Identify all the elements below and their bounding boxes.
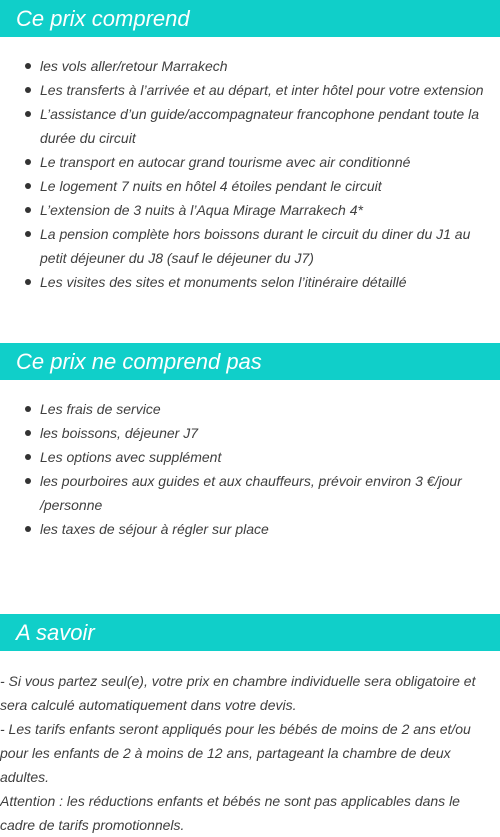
excluded-list <box>0 397 500 541</box>
bullet-icon <box>25 63 31 69</box>
bullet-icon <box>25 478 31 484</box>
info-section <box>0 614 500 837</box>
bullet-icon <box>25 111 31 117</box>
info-title: A savoir <box>0 614 500 651</box>
list-item <box>0 102 500 150</box>
bullet-icon <box>25 231 31 237</box>
bullet-icon <box>25 87 31 93</box>
bullet-icon <box>25 183 31 189</box>
list-item-text: les taxes de séjour à régler sur place <box>40 521 269 537</box>
list-item <box>0 445 500 469</box>
bullet-icon <box>25 207 31 213</box>
info-paragraph: - Les tarifs enfants seront appliqués pour les bébés de moins de 2 ans et/ou pour les enfants de 2 à moins de 12 ans, partageant la chambre de deux adultes. <box>0 721 471 785</box>
included-title: Ce prix comprend <box>0 0 500 37</box>
bullet-icon <box>25 159 31 165</box>
list-item-text: les boissons, déjeuner J7 <box>40 425 198 441</box>
excluded-title: Ce prix ne comprend pas <box>0 343 500 380</box>
bullet-icon <box>25 454 31 460</box>
info-body <box>0 669 500 837</box>
list-item <box>0 421 500 445</box>
list-item-text: L’assistance d’un guide/accompagnateur francophone pendant toute la durée du circuit <box>40 106 479 146</box>
bullet-icon <box>25 526 31 532</box>
excluded-section <box>0 343 500 541</box>
list-item <box>0 150 500 174</box>
list-item <box>0 517 500 541</box>
list-item <box>0 78 500 102</box>
list-item <box>0 54 500 78</box>
list-item-text: Le logement 7 nuits en hôtel 4 étoiles pendant le circuit <box>40 178 382 194</box>
bullet-icon <box>25 406 31 412</box>
list-item <box>0 198 500 222</box>
list-item <box>0 397 500 421</box>
list-item <box>0 174 500 198</box>
info-paragraph: - Si vous partez seul(e), votre prix en chambre individuelle sera obligatoire et sera calculé automatiquement dans votre devis. <box>0 673 476 713</box>
bullet-icon <box>25 430 31 436</box>
list-item-text: La pension complète hors boissons durant le circuit du diner du J1 au petit déjeuner du J8 (sauf le déjeuner du J7) <box>40 226 471 266</box>
list-item-text: Les transferts à l’arrivée et au départ, et inter hôtel pour votre extension <box>40 82 484 98</box>
included-list <box>0 54 500 294</box>
list-item-text: les vols aller/retour Marrakech <box>40 58 228 74</box>
bullet-icon <box>25 279 31 285</box>
list-item <box>0 222 500 270</box>
list-item-text: les pourboires aux guides et aux chauffeurs, prévoir environ 3 €/jour /personne <box>40 473 462 513</box>
list-item-text: Le transport en autocar grand tourisme avec air conditionné <box>40 154 411 170</box>
list-item <box>0 270 500 294</box>
list-item-text: Les visites des sites et monuments selon l’itinéraire détaillé <box>40 274 407 290</box>
list-item-text: Les frais de service <box>40 401 161 417</box>
info-paragraph: Attention : les réductions enfants et bébés ne sont pas applicables dans le cadre de tarifs promotionnels. <box>0 793 460 833</box>
included-section <box>0 0 500 294</box>
list-item-text: Les options avec supplément <box>40 449 222 465</box>
list-item-text: L’extension de 3 nuits à l’Aqua Mirage Marrakech 4* <box>40 202 363 218</box>
list-item <box>0 469 500 517</box>
